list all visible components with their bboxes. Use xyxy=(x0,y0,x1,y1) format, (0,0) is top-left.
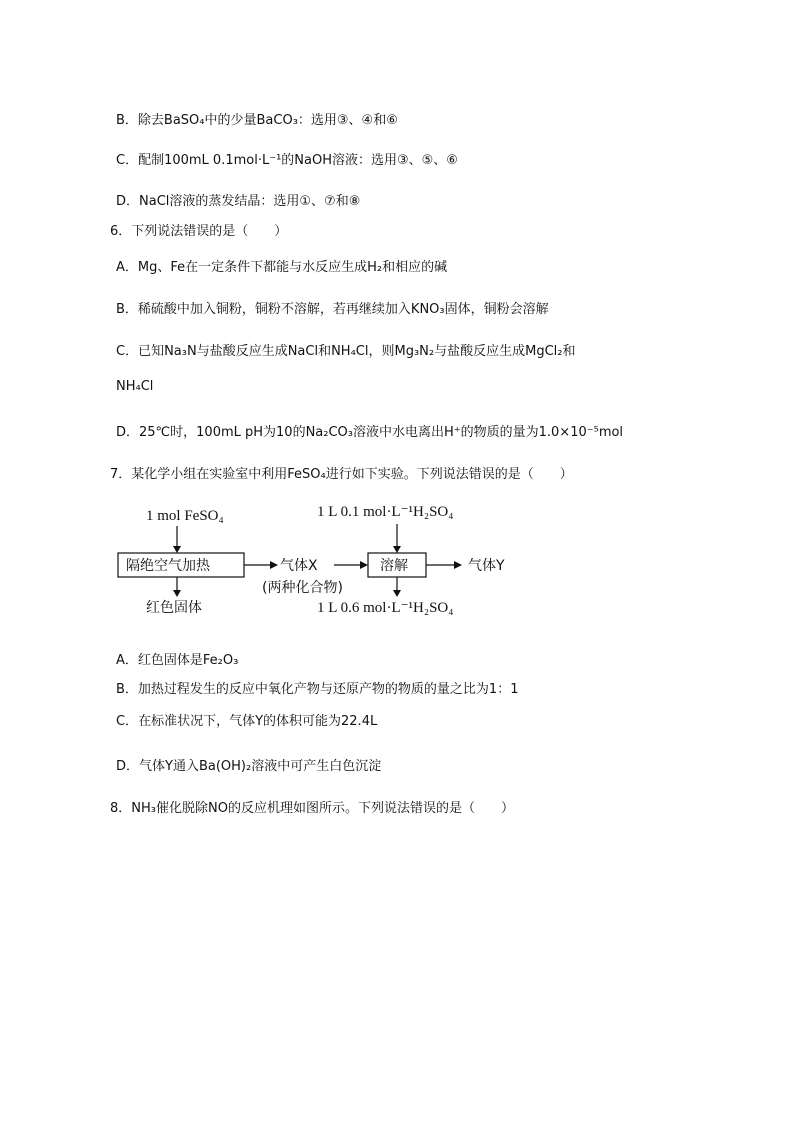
q7-option-d: D．气体Y通入Ba(OH)₂溶液中可产生白色沉淀 xyxy=(116,759,382,774)
q6-option-c-line1: C．已知Na₃N与盐酸反应生成NaCl和NH₄Cl，则Mg₃N₂与盐酸反应生成MgCl₂和 xyxy=(116,344,576,359)
label-two-compounds: (两种化合物) xyxy=(262,580,343,596)
label-red-solid: 红色固体 xyxy=(146,600,202,616)
q7-option-b: B．加热过程发生的反应中氧化产物与还原产物的物质的量之比为1：1 xyxy=(116,682,519,697)
label-fesO4: 1 mol FeSO₄ xyxy=(146,508,224,524)
feso4-experiment-diagram xyxy=(112,498,532,628)
q6-option-b: B．稀硫酸中加入铜粉，铜粉不溶解，若再继续加入KNO₃固体，铜粉会溶解 xyxy=(116,302,549,317)
q5-option-b: B．除去BaSO₄中的少量BaCO₃：选用③、④和⑥ xyxy=(116,113,398,128)
q5-option-d: D．NaCl溶液的蒸发结晶：选用①、⑦和⑧ xyxy=(116,194,361,209)
box-dissolve-label: 溶解 xyxy=(380,558,408,574)
box-heat-label: 隔绝空气加热 xyxy=(126,558,210,574)
q6-option-a: A．Mg、Fe在一定条件下都能与水反应生成H₂和相应的碱 xyxy=(116,260,448,275)
label-gas-y: 气体Y xyxy=(468,558,505,574)
q8-stem: 8．NH₃催化脱除NO的反应机理如图所示。下列说法错误的是（ ） xyxy=(110,801,514,816)
q6-option-d: D．25℃时，100mL pH为10的Na₂CO₃溶液中水电离出H⁺的物质的量为1.0×10⁻⁵mol xyxy=(116,425,624,440)
label-h2so4-in: 1 L 0.1 mol·L⁻¹H₂SO₄ xyxy=(317,504,454,520)
q6-option-c-line2: NH₄Cl xyxy=(116,379,154,394)
q7-stem: 7．某化学小组在实验室中利用FeSO₄进行如下实验。下列说法错误的是（ ） xyxy=(110,467,573,482)
q5-option-c: C．配制100mL 0.1mol·L⁻¹的NaOH溶液：选用③、⑤、⑥ xyxy=(116,153,458,168)
label-gas-x: 气体X xyxy=(280,558,318,574)
q7-option-c: C．在标准状况下，气体Y的体积可能为22.4L xyxy=(116,714,378,729)
q7-option-a: A．红色固体是Fe₂O₃ xyxy=(116,653,239,668)
q6-stem: 6．下列说法错误的是（ ） xyxy=(110,224,288,239)
label-h2so4-out: 1 L 0.6 mol·L⁻¹H₂SO₄ xyxy=(317,600,454,616)
